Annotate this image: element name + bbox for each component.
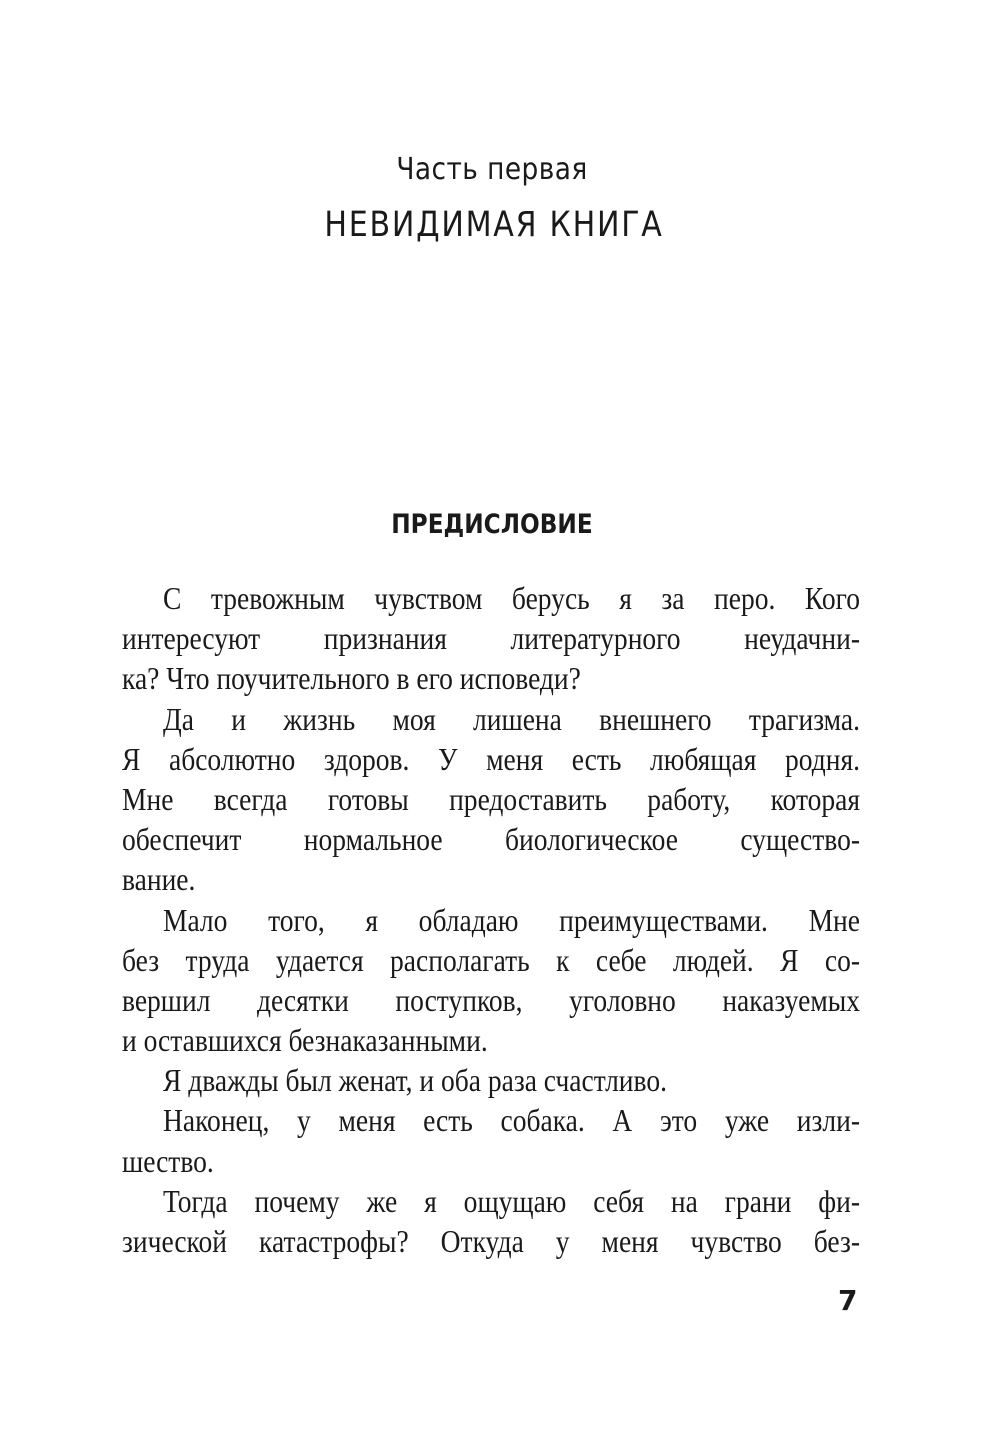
body-text	[122, 578, 860, 1261]
section-title: ПРЕДИСЛОВИЕ	[391, 509, 593, 540]
text-line-content: и оставшихся безнаказанными.	[122, 1022, 488, 1059]
text-line-content: Я абсолютно здоров. У меня есть любящая родня.	[122, 740, 861, 777]
text-line	[122, 658, 860, 698]
page-number: 7	[838, 1284, 858, 1317]
part-label: Часть первая	[396, 152, 588, 187]
text-line	[122, 739, 860, 779]
part-title: НЕВИДИМАЯ КНИГА	[324, 205, 664, 245]
text-line-content: Да и жизнь моя лишена внешнего трагизма.	[163, 700, 861, 737]
text-line-content: зической катастрофы? Откуда у меня чувство без-	[122, 1223, 861, 1259]
text-line	[122, 819, 860, 859]
text-line-content: шество.	[122, 1142, 214, 1179]
text-line-content: С тревожным чувством берусь я за перо. Кого	[163, 580, 861, 616]
text-line	[122, 1181, 860, 1221]
text-line-content: без труда удается располагать к себе людей. Я со-	[122, 941, 861, 978]
text-line-content: вание.	[122, 861, 196, 898]
text-line-content: обеспечит нормальное биологическое существо-	[122, 821, 861, 858]
text-line	[122, 1020, 860, 1060]
text-line	[122, 699, 860, 739]
text-line	[122, 940, 860, 980]
text-line-content: Мне всегда готовы предоставить работу, которая	[122, 780, 861, 817]
text-line-content: Я дважды был женат, и оба раза счастливо.	[163, 1062, 667, 1099]
text-line	[122, 618, 860, 658]
text-line	[122, 1221, 860, 1261]
text-line	[122, 779, 860, 819]
text-line	[122, 859, 860, 899]
text-line	[122, 980, 860, 1020]
text-line-content: ка? Что поучительного в его исповеди?	[122, 660, 581, 697]
text-line-content: Наконец, у меня есть собака. А это уже изли-	[163, 1102, 861, 1139]
text-line	[122, 900, 860, 940]
text-line	[122, 1060, 860, 1100]
text-line-content: вершил десятки поступков, уголовно наказуемых	[122, 981, 861, 1018]
text-line-content: интересуют признания литературного неудачни-	[122, 620, 861, 657]
text-line	[122, 1100, 860, 1140]
text-line-content: Мало того, я обладаю преимуществами. Мне	[163, 901, 861, 938]
text-line-content: Тогда почему же я ощущаю себя на грани фи-	[163, 1182, 861, 1219]
text-line	[122, 1141, 860, 1181]
text-line	[122, 578, 860, 618]
